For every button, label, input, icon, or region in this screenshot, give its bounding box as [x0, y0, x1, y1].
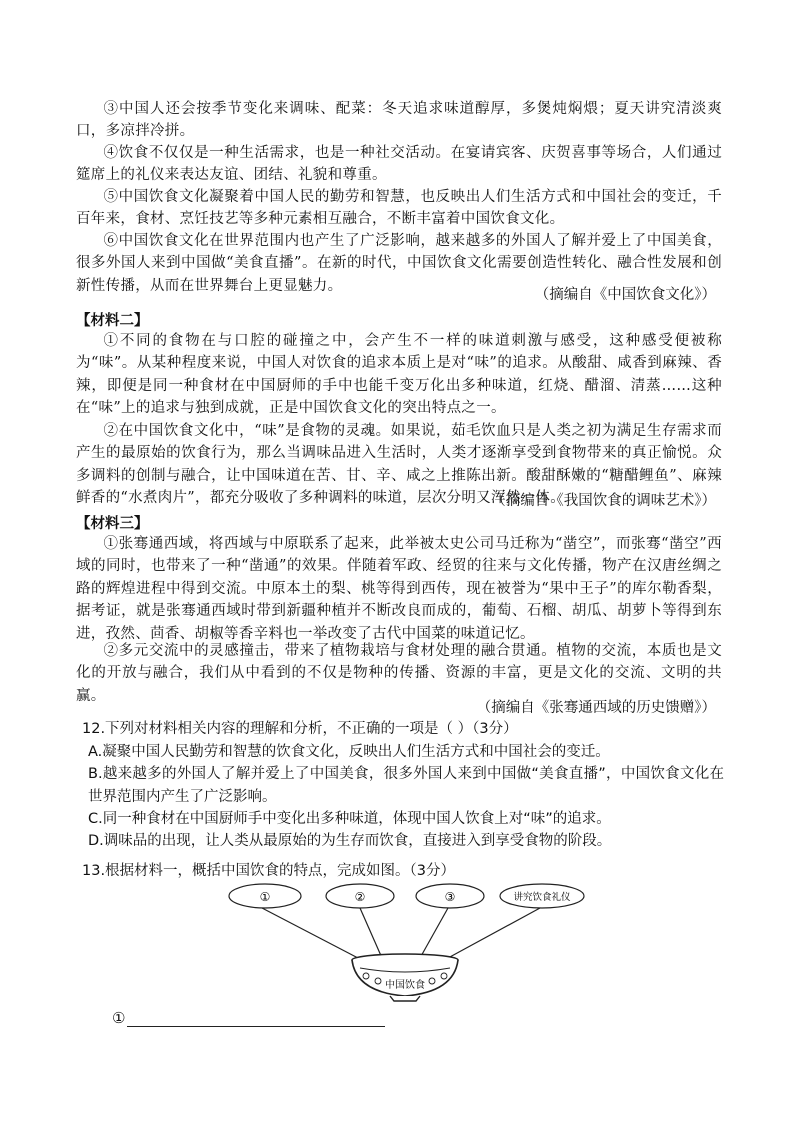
food-characteristics-diagram: [220, 880, 590, 1005]
material1-paragraph-5: ⑤中国饮食文化凝聚着中国人民的勤劳和智慧，也反映出人们生活方式和中国社会的变迁，千百年来，食材、烹饪技艺等多种元素相互融合，不断丰富着中国饮食文化。: [76, 189, 722, 228]
bubble-1: [229, 884, 301, 908]
connector-line: [262, 908, 358, 958]
bubble-2: [326, 884, 394, 908]
material3-paragraph-1: ①张骞通西域，将西域与中原联系了起来，此举被太史公司马迁称为“凿空”，而张骞“凿空”西域的同时，也带来了一种“凿通”的效果。伴随着军政、经贸的往来与文化传播，物产在汉唐丝绸之路的辉煌进程中得到交流。中原本土的梨、桃等得到西传，现在被誉为“果中王子”的库尔勒香梨，据考证，就是张骞通西域时带到新疆种植并不断改良而成的，葡萄、石榴、胡瓜、胡萝卜等得到东进，孜然、茴香、胡椒等香辛料也一举改变了古代中国菜的味道记忆。: [76, 536, 722, 642]
bubble-etiquette: [500, 884, 584, 908]
question-12-stem: 12.下列对材料相关内容的理解和分析，不正确的一项是（ ）（3分）: [82, 721, 518, 737]
question-12-option-c: C.同一种食材在中国厨师手中变化出多种味道，体现中国人饮食上对“味”的追求。: [88, 811, 611, 827]
connector-line: [448, 908, 540, 958]
answer-blank-1-number: ①: [112, 1009, 126, 1027]
material3-paragraph-2: ②多元交流中的灵感撞击，带来了植物栽培与食材处理的融合贯通。植物的交流，本质也是文化的开放与融合，我们从中看到的不仅是物种的传播、资源的丰富，更是文化的交流、文明的共赢。: [76, 643, 722, 704]
answer-blank-1[interactable]: [112, 1009, 385, 1027]
material1-paragraph-3: ③中国人还会按季节变化来调味、配菜：冬天追求味道醇厚，多煲炖焖煨；夏天讲究清淡爽口，多凉拌冷拼。: [76, 101, 722, 140]
question-12-option-a: A.凝聚中国人民勤劳和智慧的饮食文化，反映出人们生活方式和中国社会的变迁。: [88, 744, 610, 760]
question-13-stem: 13.根据材料一，概括中国饮食的特点，完成如图。（3分）: [82, 863, 456, 879]
bubble-2-label: ②: [354, 890, 366, 904]
material1-paragraph-6: ⑥中国饮食文化在世界范围内也产生了广泛影响，越来越多的外国人了解并爱上了中国美食，很多外国人来到中国做“美食直播”。在新的时代，中国饮食文化需要创造性转化、融合性发展和创新性传播，从而在世界舞台上更显魅力。: [76, 233, 722, 294]
material1-source: （摘编自《中国饮食文化》）: [534, 287, 716, 303]
connector-line: [420, 908, 448, 958]
bubble-etiquette-label: 讲究饮食礼仪: [513, 892, 571, 903]
bowl-label: 中国饮食: [385, 980, 425, 991]
bubble-3: [416, 884, 484, 908]
material2-paragraph-1: ①不同的食物在与口腔的碰撞之中，会产生不一样的味道刺激与感受，这种感受便被称为“味”。从某种程度来说，中国人对饮食的追求本质上是对“味”的追求。从酸甜、咸香到麻辣、香辣，即便是同一种食材在中国厨师的手中也能千变万化出多种味道，红烧、醋溜、清蒸……这种在“味”上的追求与独到成就，正是中国饮食文化的突出特点之一。: [76, 333, 722, 417]
bubble-3-label: ③: [444, 890, 456, 904]
material2-paragraph-2: ②在中国饮食文化中，“味”是食物的灵魂。如果说，茹毛饮血只是人类之初为满足生存需求而产生的最原始的饮食行为，那么当调味品进入生活时，人类才逐渐享受到食物带来的真正愉悦。众多调料的创制与融合，让中国味道在苦、甘、辛、咸之上推陈出新。酸甜酥嫩的“糖醋鲤鱼”、麻辣鲜香的“水煮肉片”，都充分吸收了多种调料的味道，层次分明又浑然一体。: [76, 423, 722, 507]
question-12-option-b: B.越来越多的外国人了解并爱上了中国美食，很多外国人来到中国做“美食直播”，中国饮食文化在世界范围内产生了广泛影响。: [88, 766, 724, 805]
answer-underline: [127, 1012, 385, 1027]
bubble-1-label: ①: [259, 890, 271, 904]
material1-paragraph-4: ④饮食不仅仅是一种生活需求，也是一种社交活动。在宴请宾客、庆贺喜事等场合，人们通过筵席上的礼仪来表达友谊、团结、礼貌和尊重。: [76, 145, 722, 184]
bowl-icon: [352, 954, 458, 1001]
question-12-option-d: D.调味品的出现，让人类从最原始的为生存而饮食，直接进入到享受食物的阶段。: [88, 833, 612, 849]
material2-heading: 【材料二】: [76, 312, 149, 329]
material3-heading: 【材料三】: [76, 515, 149, 532]
material3-source: （摘编自《张骞通西域的历史馈赠》）: [476, 700, 716, 716]
connector-line: [360, 908, 382, 958]
material2-source: （摘编自《我国饮食的调味艺术》）: [491, 493, 716, 509]
